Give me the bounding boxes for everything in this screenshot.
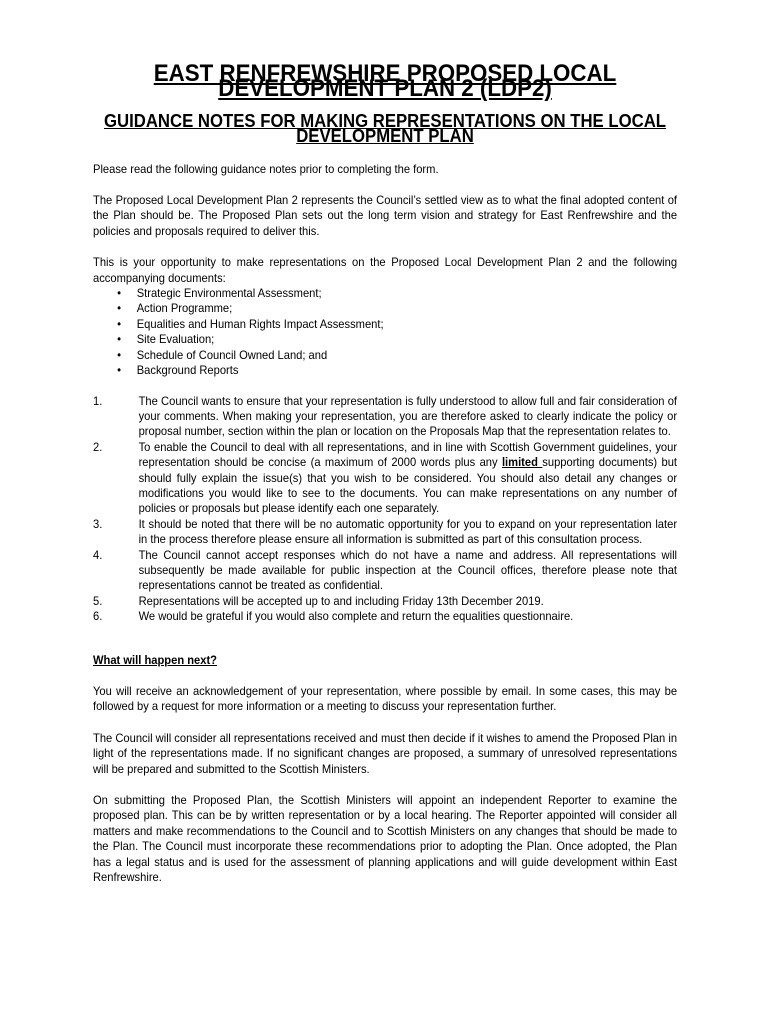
guidance-item-4	[93, 548, 677, 594]
intro-paragraph: Please read the following guidance notes prior to completing the form.	[93, 161, 439, 176]
item-text-part: To enable the Council to deal with all representations, and in line with Scottish Government guidelines, your representation should be concise (a maximum of 2000 words plus any	[138, 439, 678, 470]
list-item: • Schedule of Council Owned Land; and	[117, 348, 677, 363]
guidance-item-2	[93, 440, 677, 517]
documents-list	[93, 286, 677, 378]
guidance-list	[93, 394, 677, 625]
document-page	[93, 60, 678, 885]
item-number: 6.	[93, 609, 103, 624]
item-text: We would be grateful if you would also complete and return the equalities questionnaire.	[138, 609, 574, 624]
list-item: • Background Reports	[117, 363, 677, 378]
section-heading: What will happen next?	[93, 652, 218, 667]
item-number: 2.	[93, 439, 103, 454]
list-item: • Strategic Environmental Assessment;	[117, 286, 677, 301]
document-title: EAST RENFREWSHIRE PROPOSED LOCAL DEVELOPMENT PLAN 2 (LDP2)	[153, 60, 617, 103]
plan-description-paragraph: The Proposed Local Development Plan 2 represents the Council’s settled view as to what the final adopted content of the Plan should be. The Proposed Plan sets out the long term vision and strategy for East Renfrewshire and the policies and proposals required to deliver this.	[93, 193, 678, 238]
item-text: The Council cannot accept responses which do not have a name and address. All representations will subsequently be made available for public inspection at the Council offices, therefore please note that representations cannot be treated as confidential.	[138, 547, 678, 593]
item-text: The Council wants to ensure that your representation is fully understood to allow full and fair consideration of your comments. When making your representation, you are therefore asked to clearly indicate the policy or proposal number, section within the plan or location on the Proposals Map that the representation relates to.	[138, 393, 678, 439]
item-text: Representations will be accepted up to and including Friday 13th December 2019.	[138, 593, 544, 608]
guidance-item-5	[93, 594, 677, 609]
item-text	[139, 440, 677, 517]
list-item: • Site Evaluation;	[117, 332, 677, 347]
list-item: • Equalities and Human Rights Impact Assessment;	[117, 317, 677, 332]
guidance-item-1	[93, 394, 677, 440]
list-item: • Action Programme;	[117, 301, 677, 316]
item-number: 5.	[93, 593, 103, 608]
emphasis-limited: limited	[501, 455, 543, 470]
next-paragraph-1: You will receive an acknowledgement of your representation, where possible by email. In some cases, this may be followed by a request for more information or a meeting to discuss your representation further.	[93, 684, 678, 714]
document-subtitle: GUIDANCE NOTES FOR MAKING REPRESENTATIONS ON THE LOCAL DEVELOPMENT PLAN	[103, 110, 667, 147]
item-number: 3.	[93, 516, 103, 531]
item-number: 1.	[93, 393, 103, 408]
guidance-item-6	[93, 609, 677, 624]
item-number: 4.	[93, 547, 103, 562]
guidance-item-3	[93, 517, 677, 548]
next-paragraph-2: The Council will consider all representations received and must then decide if it wishes to amend the Proposed Plan in light of the representations made. If no significant changes are proposed, a summary of unresolved representations will be prepared and submitted to the Scottish Ministers.	[93, 730, 678, 776]
opportunity-paragraph: This is your opportunity to make representations on the Proposed Local Development Plan 2 and the following accompanying documents:	[93, 255, 678, 285]
item-text: It should be noted that there will be no automatic opportunity for you to expand on your representation later in the process therefore please ensure all information is submitted as part of this consultation process.	[138, 516, 678, 547]
item-text-part: supporting documents) but should fully explain the issue(s) that you wish to be considered. You should also detail any changes or modifications you would like to see to the documents. You can make representations on any number of policies or proposals but please identify each one separately.	[138, 455, 678, 516]
next-paragraph-3: On submitting the Proposed Plan, the Scottish Ministers will appoint an independent Reporter to examine the proposed plan. This can be by written representation or by a local hearing. The Reporter appointed will consider all matters and make recommendations to the Council and to Scottish Ministers on any changes that should be made to the Plan. The Council must incorporate these recommendations prior to adopting the Plan. Once adopted, the Plan has a legal status and is used for the assessment of planning applications and will guide development within East Renfrewshire.	[93, 793, 678, 885]
